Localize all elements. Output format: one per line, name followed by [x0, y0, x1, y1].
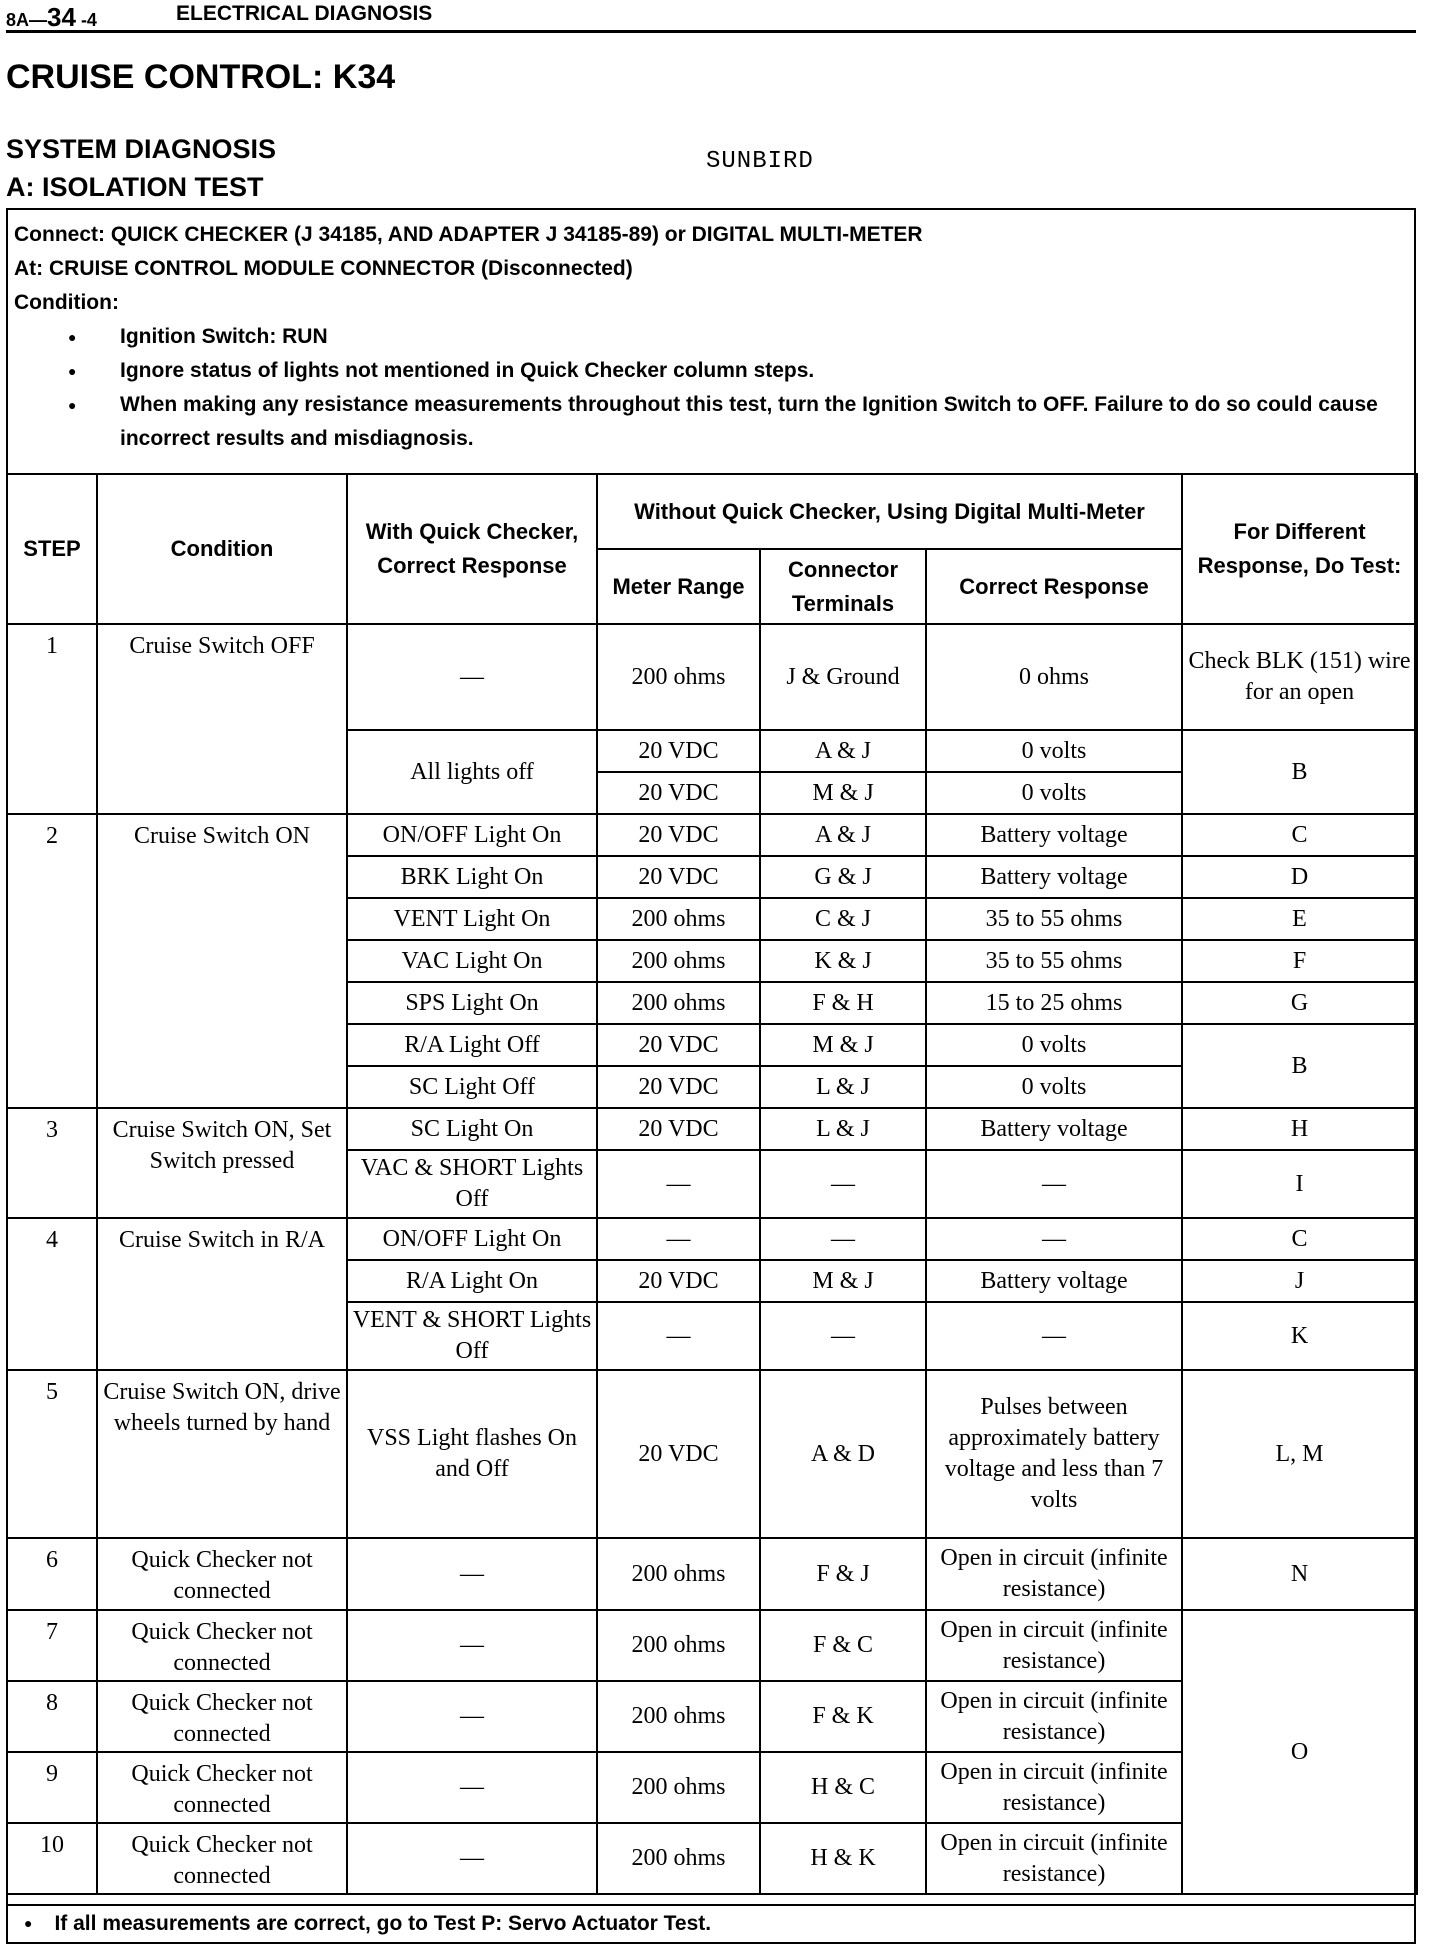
different-response-test: N [1182, 1538, 1417, 1610]
meter-range: — [597, 1218, 760, 1260]
meter-range: — [597, 1302, 760, 1370]
test-conditions [14, 218, 1404, 456]
connector-terminals: L & J [760, 1108, 926, 1150]
model-label: SUNBIRD [706, 148, 814, 175]
connector-terminals: — [760, 1218, 926, 1260]
step-number: 6 [7, 1538, 97, 1610]
connector-terminals: A & J [760, 814, 926, 856]
connector-terminals: F & H [760, 982, 926, 1024]
correct-response: 0 ohms [926, 624, 1182, 730]
quick-checker-response: VAC Light On [347, 940, 597, 982]
different-response-test: E [1182, 898, 1417, 940]
connector-terminals: F & C [760, 1610, 926, 1681]
quick-checker-response: All lights off [347, 730, 597, 814]
step-number: 4 [7, 1218, 97, 1370]
diagnosis-table [6, 473, 1418, 1895]
different-response-test: H [1182, 1108, 1417, 1150]
quick-checker-response: BRK Light On [347, 856, 597, 898]
correct-response: — [926, 1302, 1182, 1370]
correct-response: Open in circuit (infinite resistance) [926, 1681, 1182, 1752]
meter-range: 200 ohms [597, 1538, 760, 1610]
step-number: 8 [7, 1681, 97, 1752]
meter-range: 200 ohms [597, 982, 760, 1024]
correct-response: 15 to 25 ohms [926, 982, 1182, 1024]
meter-range: 20 VDC [597, 1370, 760, 1538]
header-without-quick-checker: Without Quick Checker, Using Digital Multi-Meter [597, 474, 1182, 549]
quick-checker-response: — [347, 624, 597, 730]
table-row [7, 814, 1417, 856]
subtitle-isolation-test: A: ISOLATION TEST [6, 172, 264, 202]
step-number: 7 [7, 1610, 97, 1681]
quick-checker-response: — [347, 1610, 597, 1681]
step-condition: Quick Checker not connected [97, 1681, 347, 1752]
connector-terminals: A & J [760, 730, 926, 772]
different-response-test: K [1182, 1302, 1417, 1370]
correct-response: Open in circuit (infinite resistance) [926, 1752, 1182, 1823]
quick-checker-response: — [347, 1538, 597, 1610]
quick-checker-response: SPS Light On [347, 982, 597, 1024]
footer-note: ● If all measurements are correct, go to Test P: Servo Actuator Test. [14, 1912, 711, 1936]
condition-list [14, 320, 1404, 456]
page-number: 8A—34 -4 [6, 2, 97, 32]
header-different-response: For Different Response, Do Test: [1182, 474, 1417, 624]
connector-terminals: H & C [760, 1752, 926, 1823]
meter-range: 20 VDC [597, 1066, 760, 1108]
quick-checker-response: SC Light On [347, 1108, 597, 1150]
step-condition: Cruise Switch ON, drive wheels turned by hand [97, 1370, 347, 1538]
quick-checker-response: VENT Light On [347, 898, 597, 940]
step-condition: Cruise Switch ON [97, 814, 347, 1108]
table-row [7, 1610, 1417, 1681]
connector-terminals: A & D [760, 1370, 926, 1538]
correct-response: Battery voltage [926, 1108, 1182, 1150]
meter-range: — [597, 1150, 760, 1218]
document-title: CRUISE CONTROL: K34 [6, 58, 396, 96]
condition-item: ● Ignition Switch: RUN [14, 320, 1404, 354]
section-title: ELECTRICAL DIAGNOSIS [176, 2, 433, 25]
quick-checker-response: ON/OFF Light On [347, 814, 597, 856]
different-response-test: G [1182, 982, 1417, 1024]
header-quick-checker: With Quick Checker, Correct Response [347, 474, 597, 624]
connector-terminals: F & K [760, 1681, 926, 1752]
page-header [6, 0, 1416, 33]
different-response-test: O [1182, 1610, 1417, 1894]
correct-response: Battery voltage [926, 856, 1182, 898]
quick-checker-response: R/A Light Off [347, 1024, 597, 1066]
step-number: 2 [7, 814, 97, 1108]
step-condition: Quick Checker not connected [97, 1823, 347, 1894]
quick-checker-response: VAC & SHORT Lights Off [347, 1150, 597, 1218]
connector-terminals: J & Ground [760, 624, 926, 730]
connector-terminals: — [760, 1150, 926, 1218]
different-response-test: I [1182, 1150, 1417, 1218]
different-response-test: D [1182, 856, 1417, 898]
subtitle-system-diagnosis: SYSTEM DIAGNOSIS [6, 134, 277, 164]
meter-range: 20 VDC [597, 1108, 760, 1150]
header-connector-terminals: Connector Terminals [760, 549, 926, 624]
meter-range: 20 VDC [597, 1260, 760, 1302]
correct-response: 0 volts [926, 772, 1182, 814]
step-number: 10 [7, 1823, 97, 1894]
connect-line: Connect: QUICK CHECKER (J 34185, AND ADAPTER J 34185-89) or DIGITAL MULTI-METER [14, 223, 923, 246]
quick-checker-response: R/A Light On [347, 1260, 597, 1302]
connector-terminals: M & J [760, 1024, 926, 1066]
condition-item: ● Ignore status of lights not mentioned in Quick Checker column steps. [14, 354, 1404, 388]
step-number: 1 [7, 624, 97, 814]
meter-range: 20 VDC [597, 772, 760, 814]
different-response-test: B [1182, 1024, 1417, 1108]
correct-response: 0 volts [926, 1024, 1182, 1066]
quick-checker-response: SC Light Off [347, 1066, 597, 1108]
table-row [7, 1538, 1417, 1610]
step-condition: Quick Checker not connected [97, 1610, 347, 1681]
meter-range: 200 ohms [597, 1681, 760, 1752]
table-row [7, 1370, 1417, 1538]
different-response-test: L, M [1182, 1370, 1417, 1538]
step-condition: Cruise Switch in R/A [97, 1218, 347, 1370]
condition-label: Condition: [14, 291, 119, 314]
correct-response: — [926, 1150, 1182, 1218]
different-response-test: F [1182, 940, 1417, 982]
step-number: 9 [7, 1752, 97, 1823]
step-condition: Quick Checker not connected [97, 1538, 347, 1610]
meter-range: 200 ohms [597, 624, 760, 730]
correct-response: Pulses between approximately battery voltage and less than 7 volts [926, 1370, 1182, 1538]
correct-response: 0 volts [926, 1066, 1182, 1108]
header-correct-response: Correct Response [926, 549, 1182, 624]
connector-terminals: F & J [760, 1538, 926, 1610]
meter-range: 200 ohms [597, 1752, 760, 1823]
different-response-test: Check BLK (151) wire for an open [1182, 624, 1417, 730]
correct-response: Open in circuit (infinite resistance) [926, 1610, 1182, 1681]
different-response-test: C [1182, 814, 1417, 856]
connector-terminals: M & J [760, 1260, 926, 1302]
different-response-test: C [1182, 1218, 1417, 1260]
quick-checker-response: — [347, 1752, 597, 1823]
header-meter-range: Meter Range [597, 549, 760, 624]
header-condition: Condition [97, 474, 347, 624]
meter-range: 200 ohms [597, 940, 760, 982]
connector-terminals: L & J [760, 1066, 926, 1108]
step-number: 5 [7, 1370, 97, 1538]
correct-response: Open in circuit (infinite resistance) [926, 1823, 1182, 1894]
step-number: 3 [7, 1108, 97, 1218]
at-line: At: CRUISE CONTROL MODULE CONNECTOR (Disconnected) [14, 257, 633, 280]
connector-terminals: M & J [760, 772, 926, 814]
meter-range: 200 ohms [597, 1823, 760, 1894]
table-row [7, 624, 1417, 730]
step-condition: Quick Checker not connected [97, 1752, 347, 1823]
correct-response: 35 to 55 ohms [926, 940, 1182, 982]
quick-checker-response: — [347, 1681, 597, 1752]
header-step: STEP [7, 474, 97, 624]
table-row [7, 1218, 1417, 1260]
correct-response: — [926, 1218, 1182, 1260]
step-condition: Cruise Switch OFF [97, 624, 347, 814]
connector-terminals: C & J [760, 898, 926, 940]
correct-response: Open in circuit (infinite resistance) [926, 1538, 1182, 1610]
different-response-test: J [1182, 1260, 1417, 1302]
quick-checker-response: ON/OFF Light On [347, 1218, 597, 1260]
table-row [7, 1108, 1417, 1150]
different-response-test: B [1182, 730, 1417, 814]
connector-terminals: K & J [760, 940, 926, 982]
correct-response: Battery voltage [926, 1260, 1182, 1302]
correct-response: Battery voltage [926, 814, 1182, 856]
meter-range: 20 VDC [597, 1024, 760, 1066]
connector-terminals: G & J [760, 856, 926, 898]
condition-item: ● When making any resistance measurements throughout this test, turn the Ignition Switch to OFF. Failure to do so could cause incorrect results and misdiagnosis. [14, 388, 1404, 456]
quick-checker-response: VENT & SHORT Lights Off [347, 1302, 597, 1370]
connector-terminals: — [760, 1302, 926, 1370]
meter-range: 20 VDC [597, 856, 760, 898]
meter-range: 200 ohms [597, 898, 760, 940]
quick-checker-response: — [347, 1823, 597, 1894]
correct-response: 0 volts [926, 730, 1182, 772]
correct-response: 35 to 55 ohms [926, 898, 1182, 940]
quick-checker-response: VSS Light flashes On and Off [347, 1370, 597, 1538]
connector-terminals: H & K [760, 1823, 926, 1894]
step-condition: Cruise Switch ON, Set Switch pressed [97, 1108, 347, 1218]
meter-range: 200 ohms [597, 1610, 760, 1681]
meter-range: 20 VDC [597, 730, 760, 772]
meter-range: 20 VDC [597, 814, 760, 856]
